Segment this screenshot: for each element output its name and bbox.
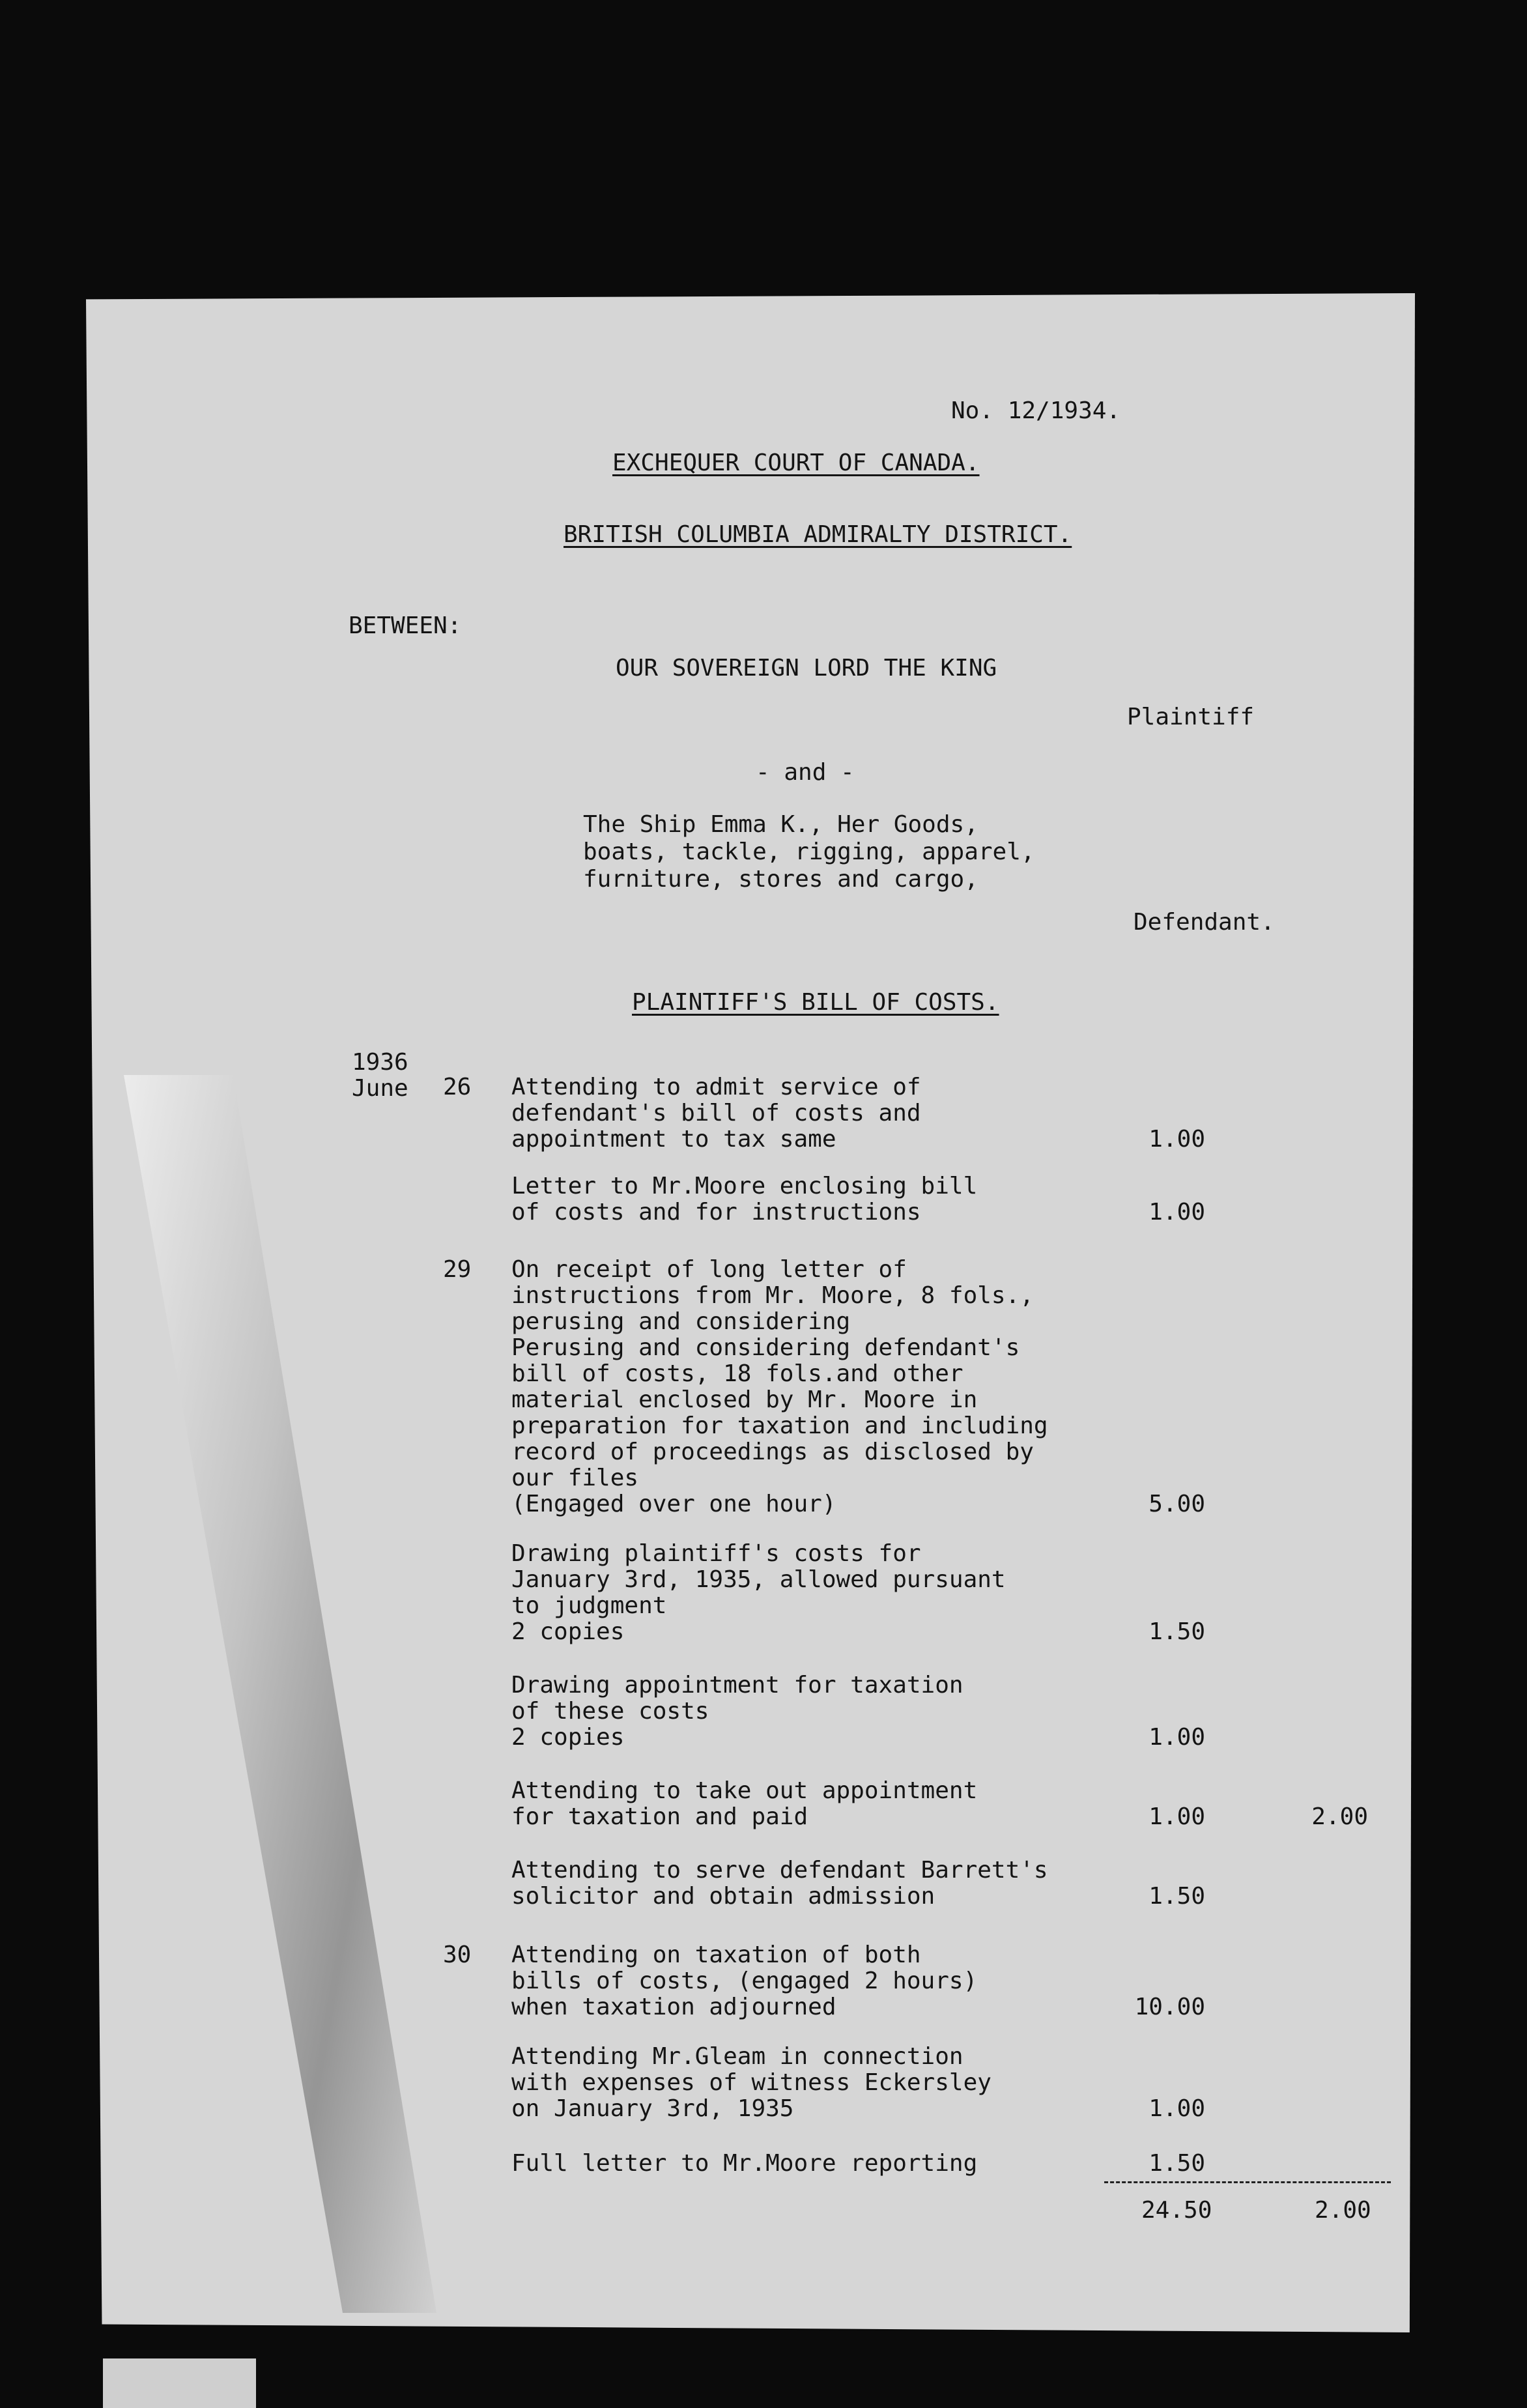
- entry-line: Attending to take out appointment: [511, 1777, 978, 1804]
- entry-line: Drawing appointment for taxation: [511, 1672, 963, 1698]
- plaintiff-name: OUR SOVEREIGN LORD THE KING: [616, 655, 997, 681]
- defendant-label: Defendant.: [1134, 909, 1275, 936]
- defendant-line: The Ship Emma K., Her Goods,: [583, 811, 978, 838]
- entry-line: 2 copies: [511, 1724, 625, 1751]
- entry-fee: 1.00: [1149, 2095, 1205, 2122]
- district-name: BRITISH COLUMBIA ADMIRALTY DISTRICT.: [564, 521, 1072, 548]
- entry-line: bills of costs, (engaged 2 hours): [511, 1968, 978, 1994]
- entry-line: Drawing plaintiff's costs for: [511, 1540, 921, 1567]
- total-disbursements: 2.00: [1315, 2197, 1371, 2224]
- entry-fee: 1.50: [1149, 1618, 1205, 1645]
- entry-fee: 5.00: [1149, 1491, 1205, 1517]
- and-separator: - and -: [756, 759, 855, 786]
- entry-line: defendant's bill of costs and: [511, 1100, 921, 1126]
- entry-fee: 1.50: [1149, 1883, 1205, 1910]
- entry-line: with expenses of witness Eckersley: [511, 2069, 992, 2096]
- entry-line: our files: [511, 1465, 639, 1491]
- entry-fee: 1.00: [1149, 1803, 1205, 1830]
- entry-line: Attending on taxation of both: [511, 1942, 921, 1968]
- entry-line: (Engaged over one hour): [511, 1491, 836, 1517]
- entry-fee: 1.00: [1149, 1199, 1205, 1226]
- between-label: BETWEEN:: [349, 612, 462, 639]
- entry-fee: 10.00: [1134, 1994, 1205, 2020]
- month: June: [352, 1075, 408, 1102]
- entry-line: Letter to Mr.Moore enclosing bill: [511, 1173, 978, 1199]
- doc-number: No. 12/1934.: [951, 397, 1121, 424]
- defendant-line: boats, tackle, rigging, apparel,: [583, 838, 1035, 865]
- entry-fee: 1.00: [1149, 1126, 1205, 1153]
- entry-day: 30: [443, 1942, 472, 1968]
- entry-line: of costs and for instructions: [511, 1199, 921, 1226]
- entry-line: January 3rd, 1935, allowed pursuant: [511, 1566, 1006, 1593]
- entry-line: preparation for taxation and including: [511, 1412, 1048, 1439]
- entry-line: perusing and considering: [511, 1308, 851, 1335]
- entry-line: Attending to serve defendant Barrett's: [511, 1857, 1048, 1884]
- entry-line: when taxation adjourned: [511, 1994, 836, 2020]
- entry-line: material enclosed by Mr. Moore in: [511, 1386, 978, 1413]
- entry-line: On receipt of long letter of: [511, 1256, 907, 1283]
- defendant-line: furniture, stores and cargo,: [583, 866, 978, 893]
- entry-line: of these costs: [511, 1698, 709, 1725]
- entry-fee: 1.00: [1149, 1724, 1205, 1751]
- entry-line: Perusing and considering defendant's: [511, 1334, 1020, 1361]
- page-tab: [103, 2358, 256, 2408]
- entry-line: record of proceedings as disclosed by: [511, 1439, 1034, 1465]
- entry-day: 26: [443, 1074, 472, 1100]
- entry-line: Attending to admit service of: [511, 1074, 921, 1100]
- entry-line: appointment to tax same: [511, 1126, 836, 1153]
- plaintiff-label: Plaintiff: [1127, 704, 1255, 730]
- entry-line: to judgment: [511, 1592, 667, 1619]
- total-rule: [1104, 2181, 1391, 2183]
- court-name: EXCHEQUER COURT OF CANADA.: [612, 450, 980, 476]
- entry-line: bill of costs, 18 fols.and other: [511, 1360, 963, 1387]
- entry-line: instructions from Mr. Moore, 8 fols.,: [511, 1282, 1034, 1309]
- entry-day: 29: [443, 1256, 472, 1283]
- entry-line: on January 3rd, 1935: [511, 2095, 794, 2122]
- entry-line: solicitor and obtain admission: [511, 1883, 935, 1910]
- entry-line: Attending Mr.Gleam in connection: [511, 2043, 963, 2070]
- bill-title: PLAINTIFF'S BILL OF COSTS.: [632, 989, 999, 1016]
- entry-line: Full letter to Mr.Moore reporting: [511, 2150, 978, 2177]
- entry-fee: 1.50: [1149, 2150, 1205, 2177]
- entry-line: for taxation and paid: [511, 1803, 808, 1830]
- year: 1936: [352, 1049, 408, 1076]
- total-fees: 24.50: [1141, 2197, 1212, 2224]
- entry-line: 2 copies: [511, 1618, 625, 1645]
- entry-disbursement: 2.00: [1311, 1803, 1368, 1830]
